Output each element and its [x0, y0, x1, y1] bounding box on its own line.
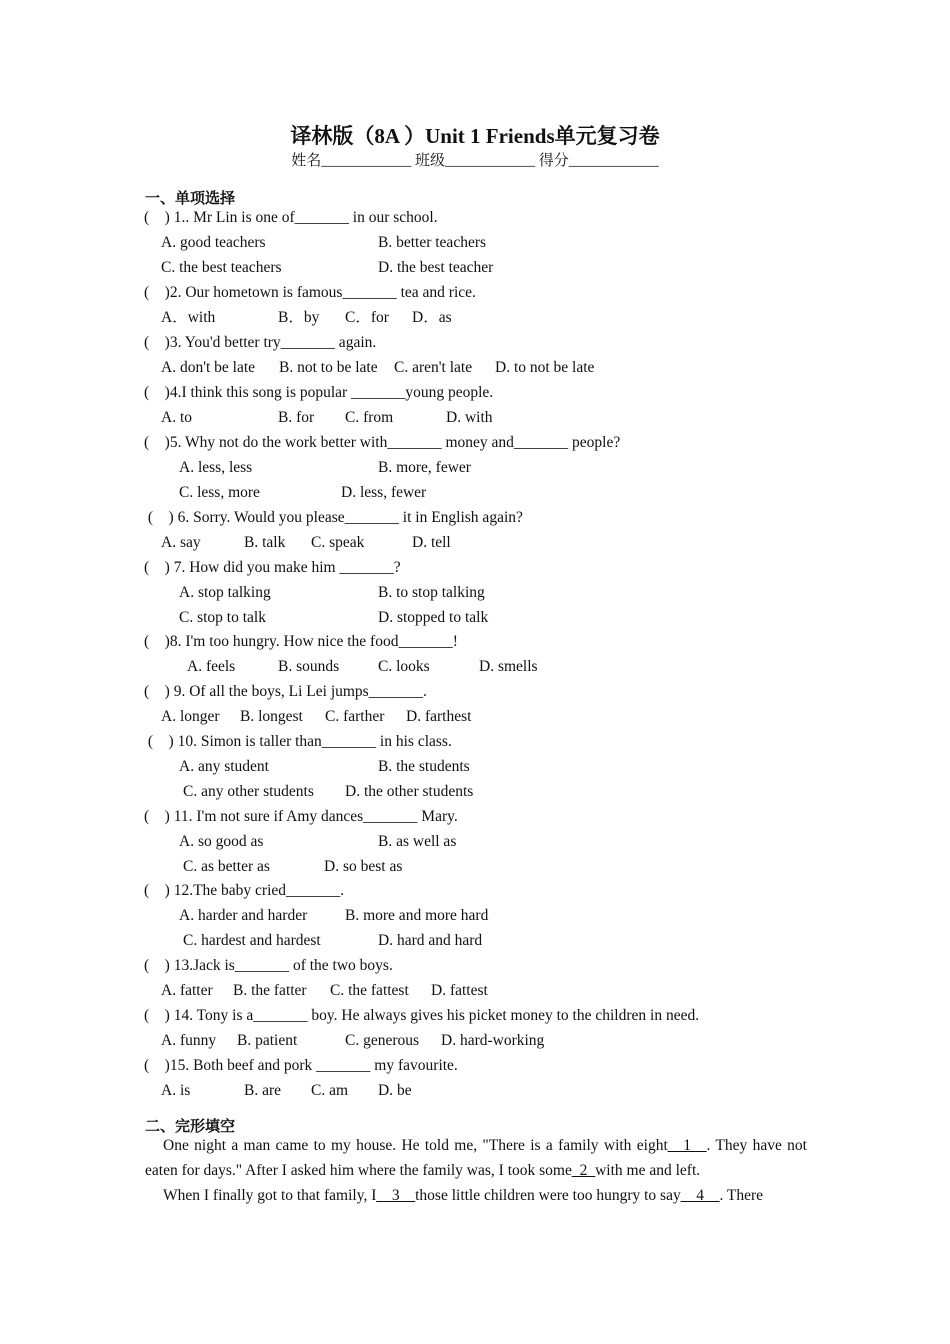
- option: D. fattest: [431, 982, 488, 999]
- question-stem: ( )5. Why not do the work better with_______ money and_______ people?: [144, 434, 621, 451]
- passage-text: with me and left.: [595, 1162, 701, 1179]
- option: A. harder and harder: [179, 907, 308, 924]
- question-stem: ( ) 10. Simon is taller than_______ in his class.: [144, 733, 452, 750]
- option: D. tell: [412, 534, 451, 551]
- option: C. the fattest: [330, 982, 409, 999]
- question-stem: ( ) 11. I'm not sure if Amy dances_______ Mary.: [144, 808, 458, 825]
- option: A. don't be late: [161, 359, 256, 376]
- option: C. looks: [378, 658, 430, 675]
- section1-heading: 一、单项选择: [145, 189, 236, 207]
- option: A. funny: [161, 1032, 217, 1049]
- option: C. generous: [345, 1032, 420, 1049]
- page-title: 译林版（8A ）Unit 1 Friends单元复习卷: [290, 124, 660, 148]
- option: A. stop talking: [179, 584, 271, 601]
- option: A．with: [161, 309, 216, 326]
- option: C. less, more: [179, 484, 260, 501]
- option: D. stopped to talk: [378, 609, 489, 626]
- option: B. the fatter: [233, 982, 307, 999]
- option: C. speak: [311, 534, 365, 551]
- option: A. to: [161, 409, 192, 426]
- question-stem: ( )4.I think this song is popular _______young people.: [144, 384, 494, 401]
- cloze-paragraph-1: [145, 1133, 807, 1183]
- option: C. aren't late: [394, 359, 473, 376]
- cloze-passage: [145, 1133, 807, 1208]
- cloze-paragraph-2: [145, 1183, 807, 1208]
- section2-heading: 二、完形填空: [145, 1117, 236, 1135]
- option: C. farther: [325, 708, 385, 725]
- option: B. better teachers: [378, 234, 487, 251]
- option: B. longest: [240, 708, 303, 725]
- question-stem: ( ) 6. Sorry. Would you please_______ it in English again?: [144, 509, 523, 526]
- option: B. the students: [378, 758, 470, 775]
- cloze-blank-3: __3__: [376, 1187, 416, 1204]
- option: C. stop to talk: [179, 609, 266, 626]
- option: B. talk: [244, 534, 286, 551]
- student-info-line: 姓名____________ 班级____________ 得分____________: [291, 153, 659, 169]
- option: B. more, fewer: [378, 459, 471, 476]
- option: D. less, fewer: [341, 484, 427, 501]
- option: D. so best as: [324, 858, 403, 875]
- option: D. to not be late: [495, 359, 595, 376]
- option: D. the other students: [345, 783, 474, 800]
- question-stem: ( ) 13.Jack is_______ of the two boys.: [144, 957, 393, 974]
- option: A. good teachers: [161, 234, 266, 251]
- option: D. hard-working: [441, 1032, 545, 1049]
- option: B. not to be late: [279, 359, 378, 376]
- question-stem: ( )3. You'd better try_______ again.: [144, 334, 377, 351]
- option: B. as well as: [378, 833, 457, 850]
- option: A. less, less: [179, 459, 253, 476]
- passage-text: One night a man came to my house. He told me, "There is a family with eight: [163, 1137, 668, 1154]
- cloze-blank-1: __1__: [667, 1137, 707, 1154]
- option: C. from: [345, 409, 394, 426]
- option: A. feels: [187, 658, 236, 675]
- option: B. are: [244, 1082, 282, 1099]
- question-stem: ( ) 14. Tony is a_______ boy. He always gives his picket money to the children in need.: [144, 1007, 700, 1024]
- option: C. the best teachers: [161, 259, 282, 276]
- question-stem: ( )2. Our hometown is famous_______ tea and rice.: [144, 284, 476, 301]
- option: B. more and more hard: [345, 907, 489, 924]
- question-stem: ( ) 1.. Mr Lin is one of_______ in our school.: [144, 209, 438, 226]
- option: B. sounds: [278, 658, 340, 675]
- passage-text: . There: [719, 1187, 764, 1204]
- option: D. be: [378, 1082, 412, 1099]
- option: A. longer: [161, 708, 220, 725]
- question-stem: ( ) 12.The baby cried_______.: [144, 882, 345, 899]
- option: A. any student: [179, 758, 269, 775]
- cloze-blank-2: _2_: [571, 1162, 596, 1179]
- option: D. smells: [479, 658, 538, 675]
- option: C. am: [311, 1082, 349, 1099]
- option: C. as better as: [183, 858, 270, 875]
- option: A. so good as: [179, 833, 264, 850]
- option: A. say: [161, 534, 201, 551]
- option: C. hardest and hardest: [183, 932, 321, 949]
- option: B．by: [278, 309, 320, 326]
- option: D. hard and hard: [378, 932, 483, 949]
- question-stem: ( ) 9. Of all the boys, Li Lei jumps_______.: [144, 683, 427, 700]
- option: D. farthest: [406, 708, 472, 725]
- option: A. is: [161, 1082, 191, 1099]
- option: D. the best teacher: [378, 259, 494, 276]
- option: A. fatter: [161, 982, 213, 999]
- passage-text: When I finally got to that family, I: [163, 1187, 377, 1204]
- passage-text: those little children were too hungry to say: [415, 1187, 681, 1204]
- option: B. to stop talking: [378, 584, 485, 601]
- option: D．as: [412, 309, 452, 326]
- option: D. with: [446, 409, 493, 426]
- option: C．for: [345, 309, 389, 326]
- question-stem: ( )8. I'm too hungry. How nice the food_______!: [144, 633, 458, 650]
- question-stem: ( )15. Both beef and pork _______ my favourite.: [144, 1057, 458, 1074]
- cloze-blank-4: __4__: [680, 1187, 720, 1204]
- question-stem: ( ) 7. How did you make him _______?: [144, 559, 401, 576]
- option: B. patient: [237, 1032, 298, 1049]
- option: C. any other students: [183, 783, 314, 800]
- passage-text: . They have not eaten for days." After I asked him where the family was, I took some: [145, 1137, 807, 1179]
- option: B. for: [278, 409, 315, 426]
